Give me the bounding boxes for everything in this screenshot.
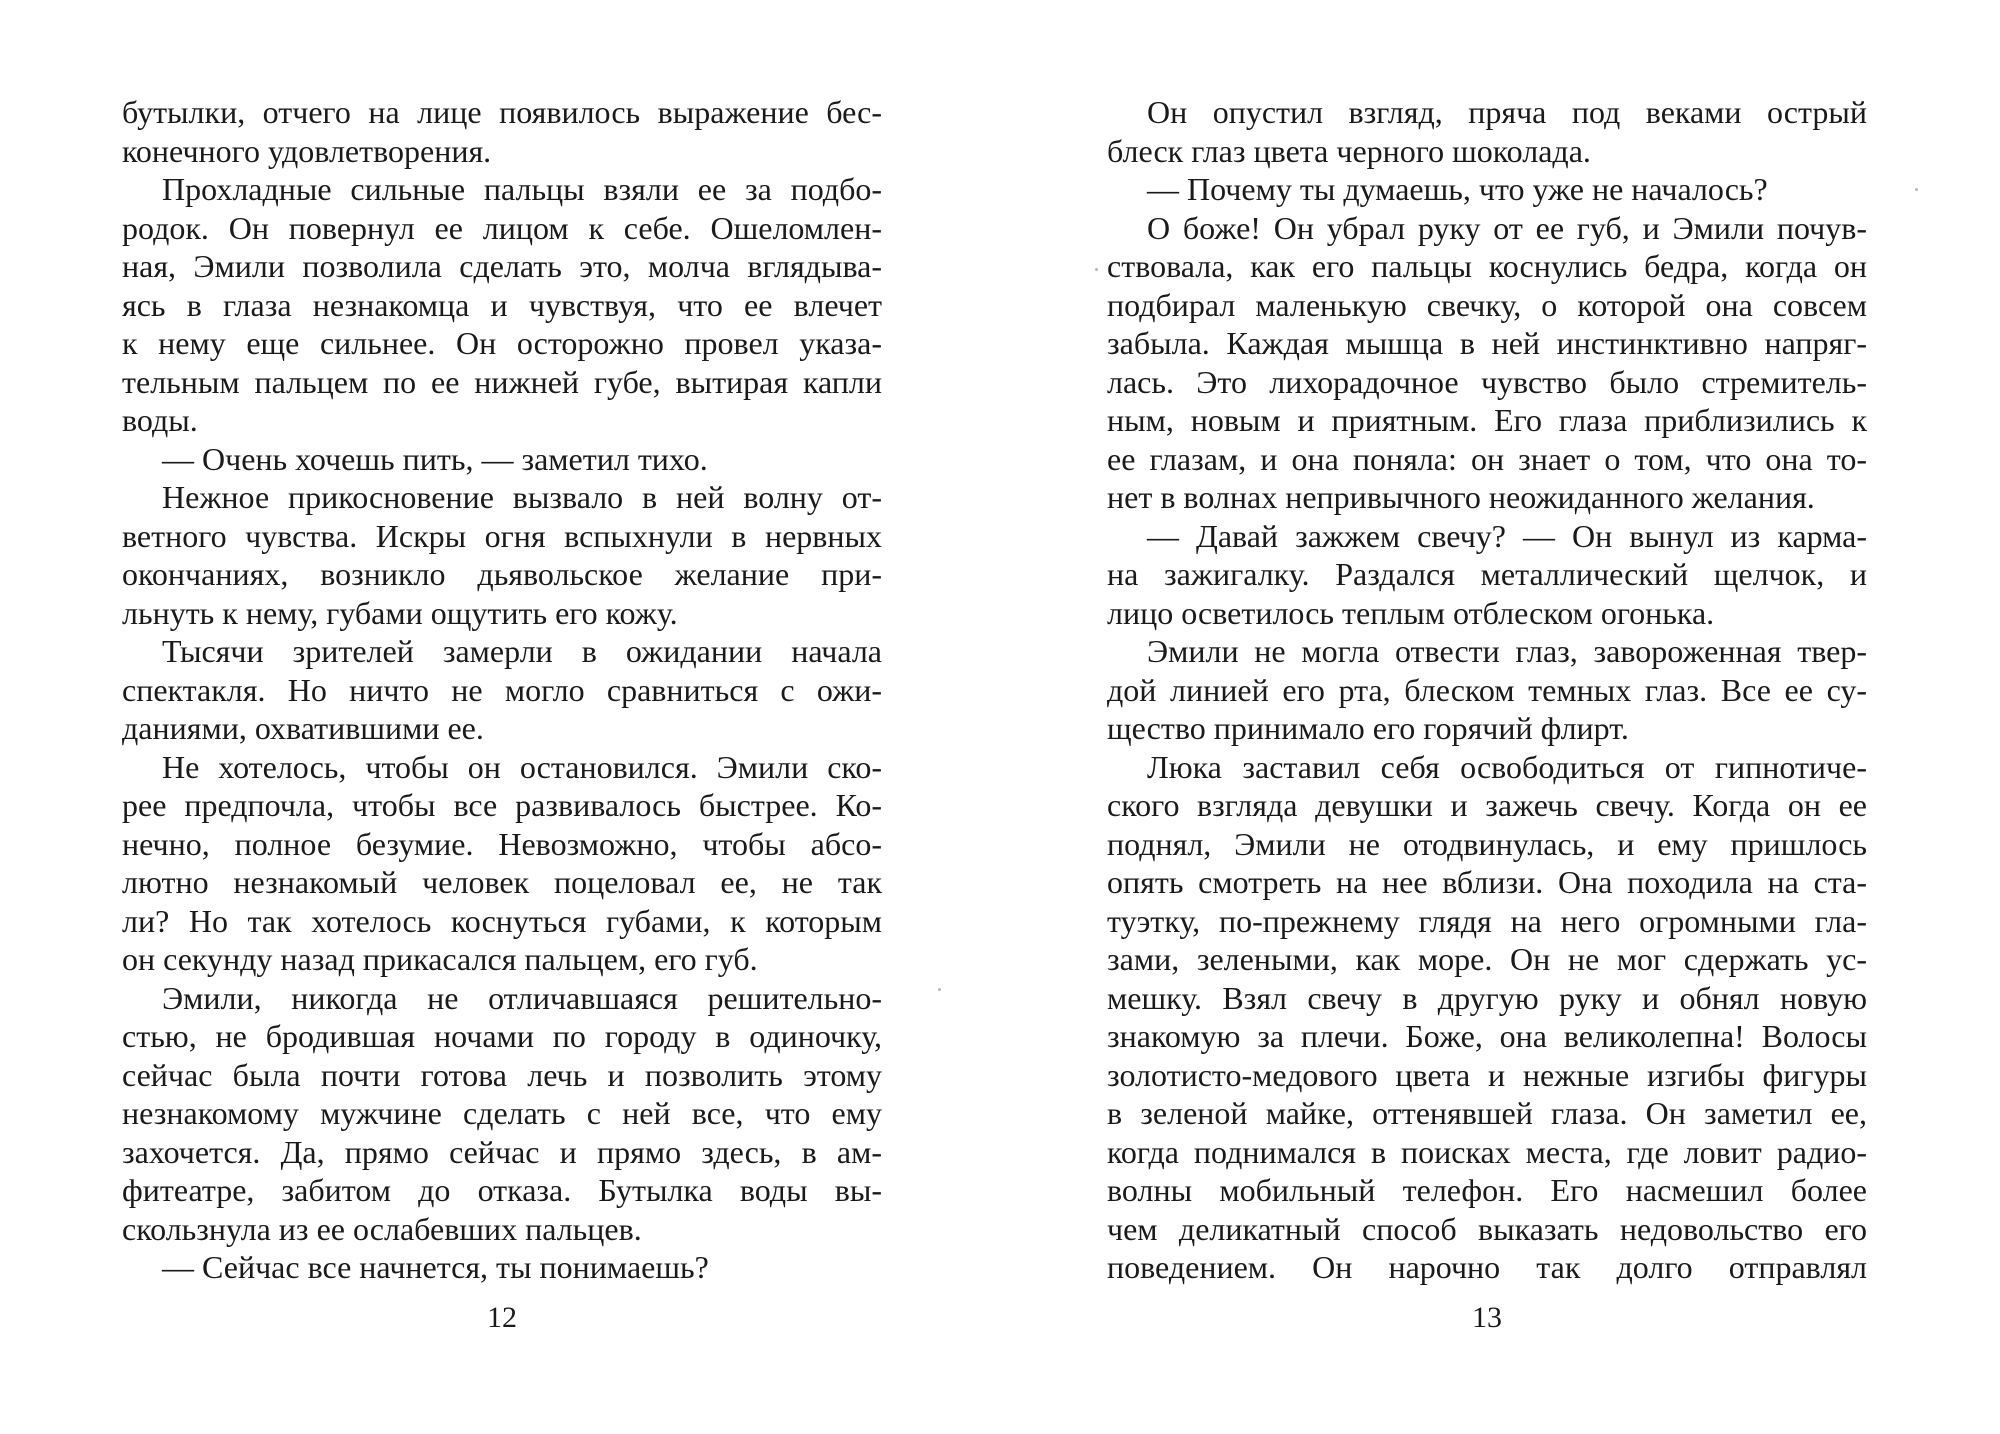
text-line: лась. Это лихорадочное чувство было стремитель- bbox=[1107, 363, 1867, 400]
text-line: родок. Он повернул ее лицом к себе. Ошеломлен- bbox=[122, 209, 882, 246]
text-line: ского взгляда девушки и зажечь свечу. Когда он ее bbox=[1107, 787, 1867, 823]
text-line: Эмили, никогда не отличавшаяся решительно- bbox=[162, 979, 882, 1016]
text-line: Тысячи зрителей замерли в ожидании начала bbox=[162, 633, 882, 669]
text-line: мешку. Взял свечу в другую руку и обнял новую bbox=[1107, 979, 1867, 1016]
text-line: золотисто-медового цвета и нежные изгибы фигуры bbox=[1107, 1056, 1867, 1093]
text-line: он секунду назад прикасался пальцем, его губ. bbox=[122, 941, 758, 977]
text-line: на зажигалку. Раздался металлический щелчок, и bbox=[1107, 556, 1867, 592]
text-line: нет в волнах непривычного неожиданного желания. bbox=[1107, 479, 1815, 515]
text-line: ветного чувства. Искры огня вспыхнули в нервных bbox=[122, 517, 882, 554]
text-line: фитеатре, забитом до отказа. Бутылка воды вы- bbox=[122, 1172, 882, 1208]
text-line: стью, не бродившая ночами по городу в одиночку, bbox=[122, 1018, 882, 1054]
text-line: даниями, охватившими ее. bbox=[122, 710, 484, 746]
text-line: бутылки, отчего на лице появилось выражение бес- bbox=[122, 94, 882, 130]
text-line: воды. bbox=[122, 402, 198, 438]
text-line: ствовала, как его пальцы коснулись бедра, когда он bbox=[1107, 248, 1867, 284]
right-page-text bbox=[1107, 93, 1867, 1287]
text-line: подбирал маленькую свечку, о которой она совсем bbox=[1107, 286, 1867, 323]
text-line: окончаниях, возникло дьявольское желание при- bbox=[122, 556, 882, 592]
text-line: блеск глаз цвета черного шоколада. bbox=[1107, 132, 1591, 169]
text-line: знакомую за плечи. Боже, она великолепна! Волосы bbox=[1107, 1018, 1867, 1054]
text-line: Прохладные сильные пальцы взяли ее за подбо- bbox=[162, 171, 882, 207]
text-line: к нему еще сильнее. Он осторожно провел указа- bbox=[122, 325, 882, 361]
text-line: чем деликатный способ выказать недовольство его bbox=[1107, 1210, 1867, 1247]
text-line: — Давай зажжем свечу? — Он вынул из карма- bbox=[1147, 517, 1867, 554]
text-line: когда поднимался в поисках места, где ловит радио- bbox=[1107, 1133, 1867, 1170]
text-line: Эмили не могла отвести глаз, завороженная твер- bbox=[1147, 633, 1867, 669]
paper-speck bbox=[1915, 188, 1918, 191]
text-line: конечного удовлетворения. bbox=[122, 132, 492, 169]
text-line: рее предпочла, чтобы все развивалось быстрее. Ко- bbox=[122, 787, 882, 823]
text-line: туэтку, по-прежнему глядя на него огромными гла- bbox=[1107, 902, 1867, 939]
text-line: льнуть к нему, губами ощутить его кожу. bbox=[122, 594, 678, 631]
text-line: ее глазам, и она поняла: он знает о том, что она то- bbox=[1107, 440, 1867, 477]
text-line: щество принимало его горячий флирт. bbox=[1107, 710, 1629, 746]
text-line: ная, Эмили позволила сделать это, молча вглядыва- bbox=[122, 248, 882, 284]
text-line: — Очень хочешь пить, — заметил тихо. bbox=[162, 440, 708, 477]
text-line: поведением. Он нарочно так долго отправлял bbox=[1107, 1249, 1867, 1285]
text-line: забыла. Каждая мышца в ней инстинктивно напряг- bbox=[1107, 325, 1867, 361]
text-line: лютно незнакомый человек поцеловал ее, не так bbox=[122, 864, 882, 900]
text-line: Не хотелось, чтобы он остановился. Эмили ско- bbox=[162, 748, 882, 785]
text-line: волны мобильный телефон. Его насмешил более bbox=[1107, 1172, 1867, 1208]
text-line: сейчас была почти готова лечь и позволить этому bbox=[122, 1056, 882, 1093]
left-page-text bbox=[122, 93, 882, 1287]
paper-speck bbox=[1095, 268, 1098, 271]
text-line: лицо осветилось теплым отблеском огонька. bbox=[1107, 594, 1715, 631]
text-line: в зеленой майке, оттенявшей глаза. Он заметил ее, bbox=[1107, 1095, 1867, 1131]
text-line: О боже! Он убрал руку от ее губ, и Эмили почув- bbox=[1147, 209, 1867, 246]
text-line: ли? Но так хотелось коснуться губами, к которым bbox=[122, 902, 882, 939]
text-line: ясь в глаза незнакомца и чувствуя, что ее влечет bbox=[122, 286, 882, 323]
text-line: захочется. Да, прямо сейчас и прямо здесь, в ам- bbox=[122, 1133, 882, 1170]
text-line: поднял, Эмили не отодвинулась, и ему пришлось bbox=[1107, 825, 1867, 862]
text-line: Он опустил взгляд, пряча под веками острый bbox=[1147, 94, 1867, 130]
text-line: спектакля. Но ничто не могло сравниться с ожи- bbox=[122, 671, 882, 708]
text-line: — Почему ты думаешь, что уже не началось? bbox=[1147, 171, 1768, 207]
text-line: — Сейчас все начнется, ты понимаешь? bbox=[162, 1249, 709, 1285]
text-line: опять смотреть на нее вблизи. Она походила на ста- bbox=[1107, 864, 1867, 900]
text-line: зами, зелеными, как море. Он не мог сдержать ус- bbox=[1107, 941, 1867, 977]
text-line: дой линией его рта, блеском темных глаз. Все ее су- bbox=[1107, 671, 1867, 708]
right-page-number: 13 bbox=[1472, 1301, 1502, 1334]
text-line: незнакомому мужчине сделать с ней все, что ему bbox=[122, 1095, 882, 1131]
text-line: Люка заставил себя освободиться от гипнотиче- bbox=[1147, 748, 1867, 785]
text-line: ным, новым и приятным. Его глаза приблизились к bbox=[1107, 402, 1867, 438]
paper-speck bbox=[938, 988, 941, 991]
text-line: тельным пальцем по ее нижней губе, вытирая капли bbox=[122, 363, 882, 400]
text-line: скользнула из ее ослабевших пальцев. bbox=[122, 1210, 642, 1247]
text-line: Нежное прикосновение вызвало в ней волну от- bbox=[162, 479, 882, 515]
left-page-number: 12 bbox=[487, 1301, 517, 1334]
text-line: нечно, полное безумие. Невозможно, чтобы абсо- bbox=[122, 825, 882, 862]
